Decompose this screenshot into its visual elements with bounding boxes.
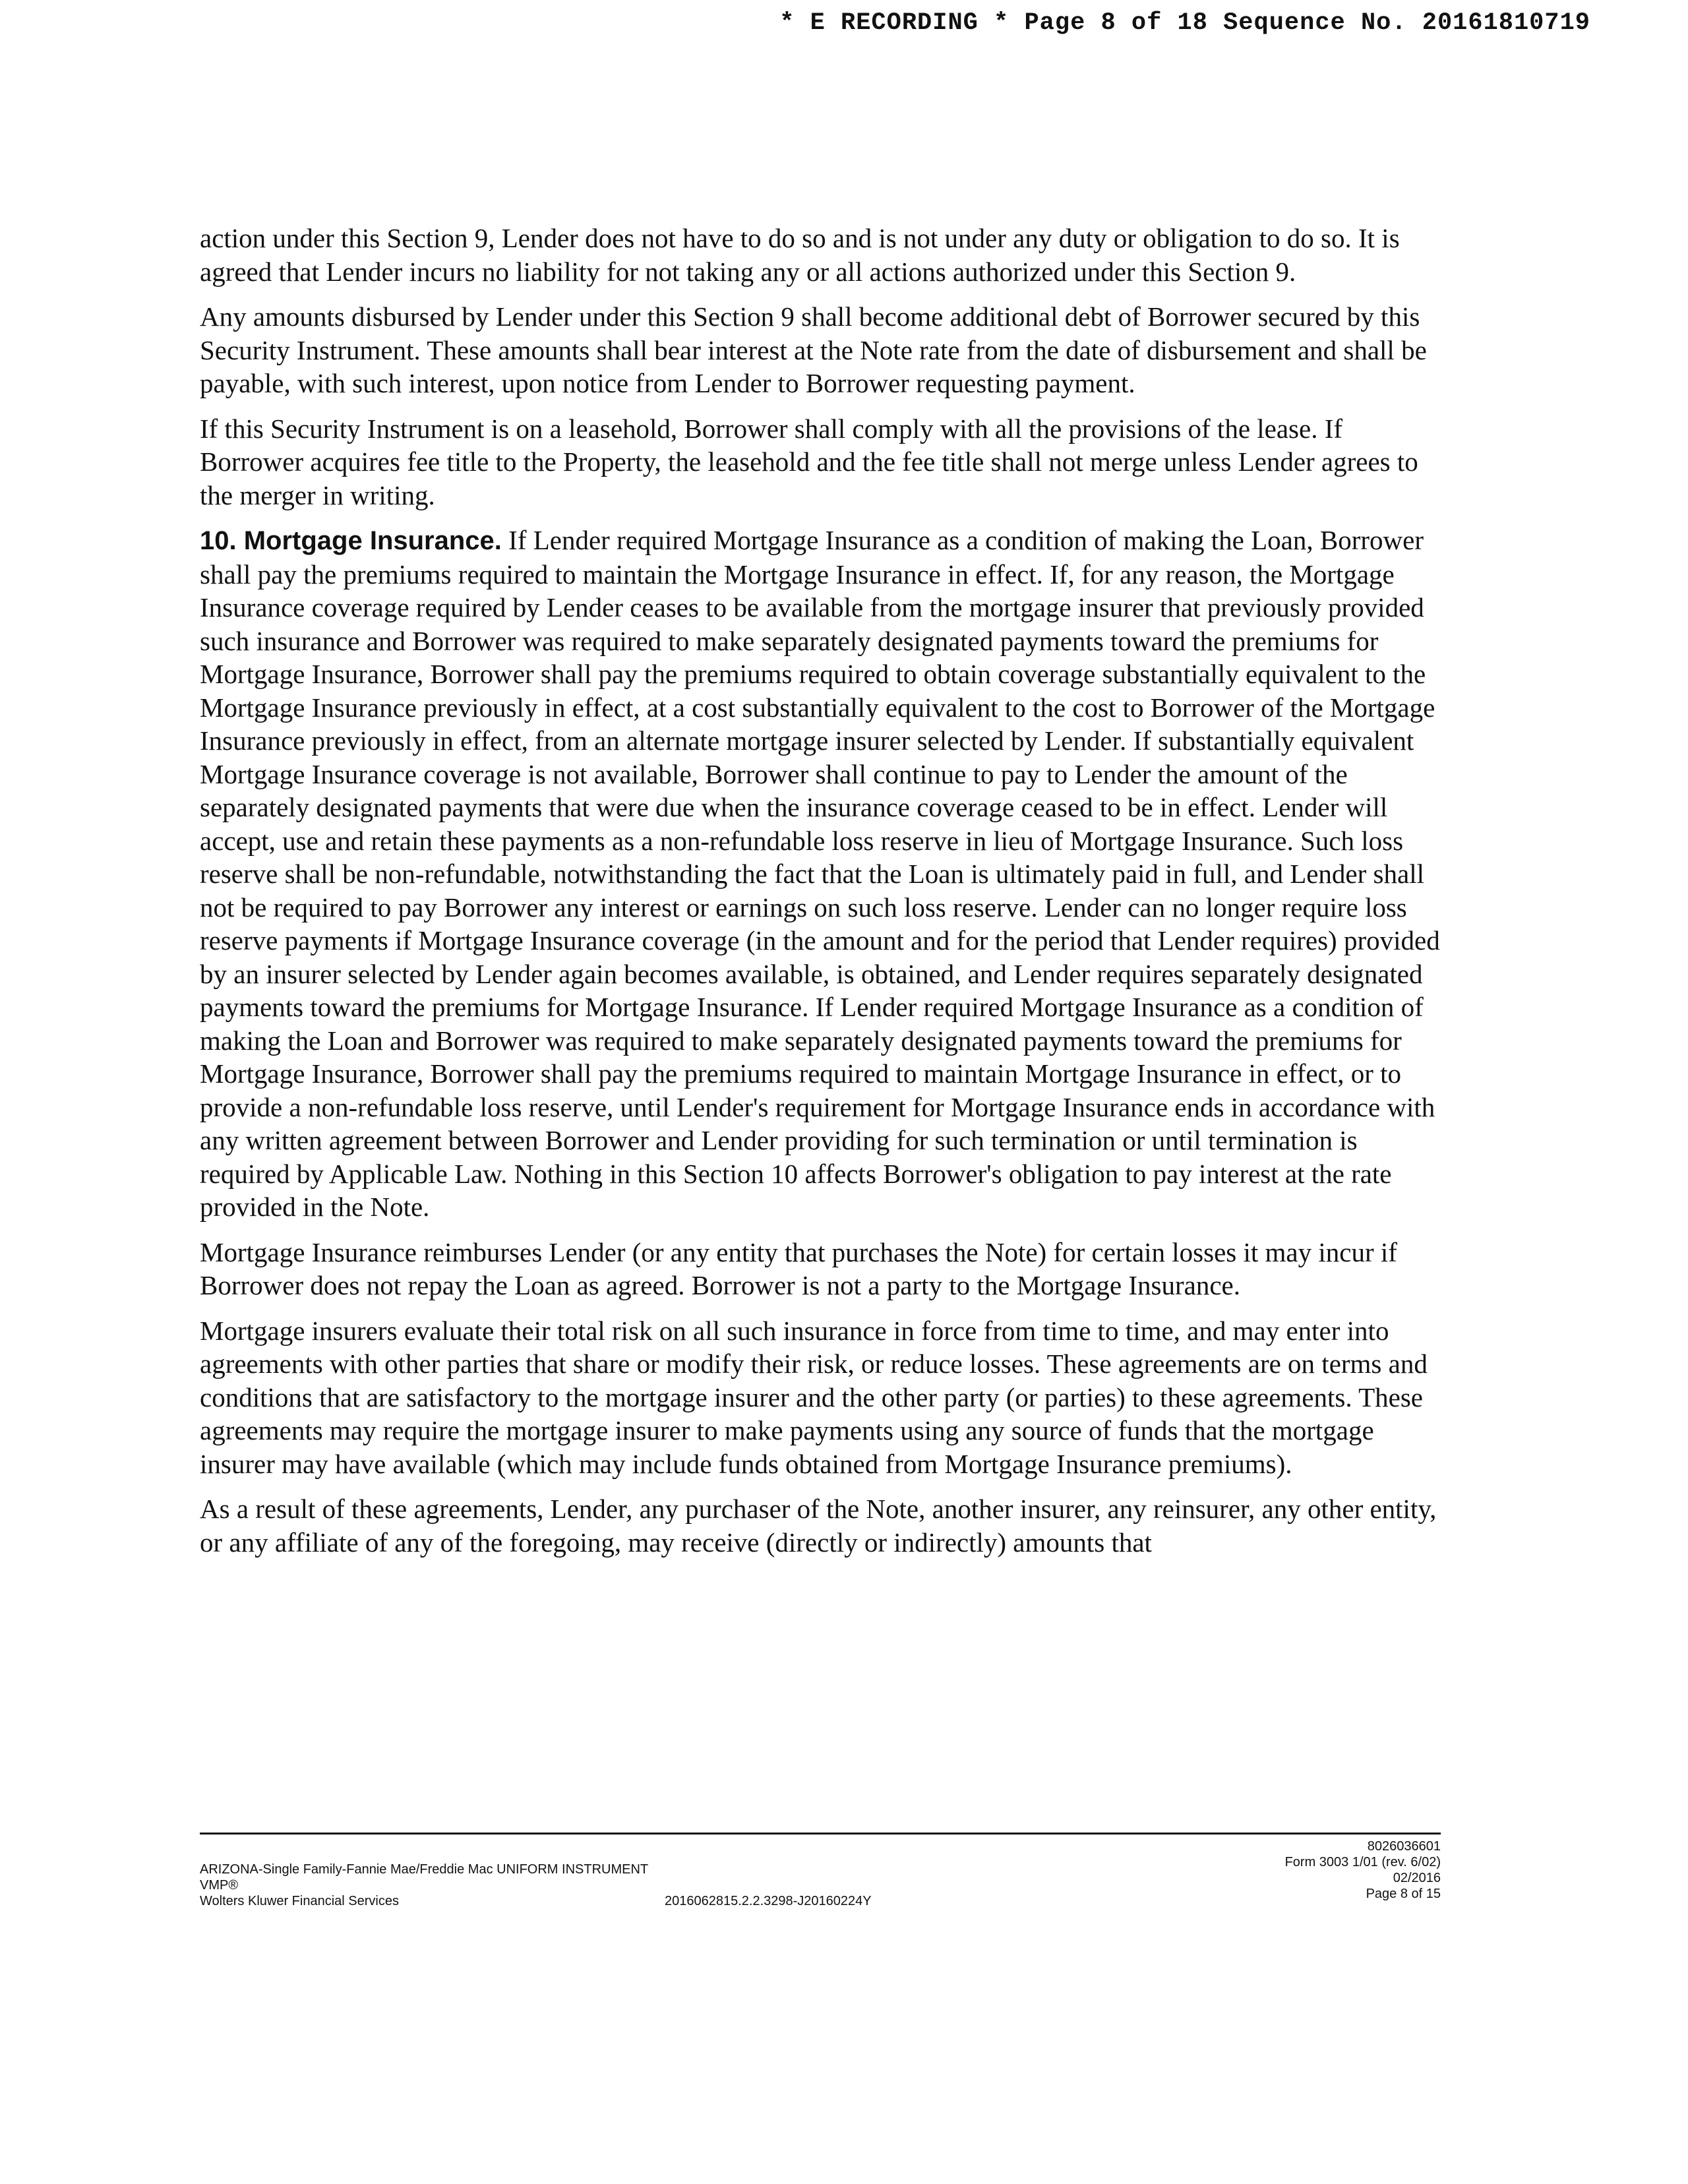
- footer-left-block: [200, 1862, 648, 1909]
- paragraph-insurance-reimbursement: Mortgage Insurance reimburses Lender (or any entity that purchases the Note) for certain losses it may incur if Borrower does not repay the Loan as agreed. Borrower is not a party to the Mortgage Insurance.: [200, 1236, 1397, 1300]
- paragraph-disbursed-amounts: Any amounts disbursed by Lender under this Section 9 shall become additional debt of Borrower secured by this Security Instrument. These amounts shall bear interest at the Note rate from the date of disbursement and shall be payable, with such interest, upon notice from Lender to Borrower requesting payment.: [200, 301, 1427, 398]
- paragraph-insurers-risk: Mortgage insurers evaluate their total risk on all such insurance in force from time to time, and may enter into agreements with other parties that share or modify their risk, or reduce losses. These agreements are on terms and conditions that are satisfactory to the mortgage insurer and the other party (or parties) to these agreements. These agreements may require the mortgage insurer to make payments using any source of funds that the mortgage insurer may have available (which may include funds obtained from Mortgage Insurance premiums).: [200, 1315, 1428, 1479]
- footer-form-number: Form 3003 1/01 (rev. 6/02): [1284, 1855, 1441, 1869]
- paragraph-mortgage-insurance: [200, 524, 1446, 1224]
- footer-publisher: Wolters Kluwer Financial Services: [200, 1894, 399, 1908]
- paragraph-mortgage-insurance-text: If Lender required Mortgage Insurance as a condition of making the Loan, Borrower shall pay the premiums required to maintain the Mortgage Insurance in effect. If, for any reason, the Mortgage Insurance coverage required by Lender ceases to be available from the mortgage insurer that previously provided such insurance and Borrower was required to make separately designated payments toward the premiums for Mortgage Insurance, Borrower shall pay the premiums required to obtain coverage substantially equivalent to the Mortgage Insurance previously in effect, at a cost substantially equivalent to the cost to Borrower of the Mortgage Insurance previously in effect, from an alternate mortgage insurer selected by Lender. If substantially equivalent Mortgage Insurance coverage is not available, Borrower shall continue to pay to Lender the amount of the separately designated payments that were due when the insurance coverage ceased to be in effect. Lender will accept, use and retain these payments as a non-refundable loss reserve in lieu of Mortgage Insurance. Such loss reserve shall be non-refundable, notwithstanding the fact that the Loan is ultimately paid in full, and Lender shall not be required to pay Borrower any interest or earnings on such loss reserve. Lender can no longer require loss reserve payments if Mortgage Insurance coverage (in the amount and for the period that Lender requires) provided by an insurer selected by Lender again becomes available, is obtained, and Lender requires separately designated payments toward the premiums for Mortgage Insurance. If Lender required Mortgage Insurance as a condition of making the Loan and Borrower was required to make separately designated payments toward the premiums for Mortgage Insurance, Borrower shall pay the premiums required to maintain Mortgage Insurance in effect, or to provide a non-refundable loss reserve, until Lender's requirement for Mortgage Insurance ends in accordance with any written agreement between Borrower and Lender providing for such termination or until termination is required by Applicable Law. Nothing in this Section 10 affects Borrower's obligation to pay interest at the rate provided in the Note.: [200, 525, 1440, 1222]
- section-heading-mortgage-insurance: 10. Mortgage Insurance.: [200, 526, 502, 555]
- footer-date: 02/2016: [1393, 1871, 1441, 1885]
- document-body: [200, 222, 1446, 1571]
- footer-right-block: [1285, 1838, 1441, 1902]
- page-footer: [200, 1838, 1441, 1937]
- paragraph-section-9-continuation: action under this Section 9, Lender does not have to do so and is not under any duty or obligation to do so. It is agreed that Lender incurs no liability for not taking any or all actions authorized under this Section 9.: [200, 223, 1400, 287]
- footer-loan-number: 8026036601: [1367, 1839, 1441, 1854]
- footer-vmp: VMP®: [200, 1878, 239, 1893]
- footer-document-code: 2016062815.2.2.3298-J20160224Y: [665, 1894, 872, 1908]
- paragraph-leasehold: If this Security Instrument is on a leasehold, Borrower shall comply with all the provisions of the lease. If Borrower acquires fee title to the Property, the leasehold and the fee title shall not merge unless Lender agrees to the merger in writing.: [200, 413, 1418, 510]
- paragraph-agreements-result: As a result of these agreements, Lender, any purchaser of the Note, another insurer, any reinsurer, any other entity, or any affiliate of any of the foregoing, may receive (directly or indirectly) amounts that: [200, 1494, 1437, 1558]
- footer-page-number: Page 8 of 15: [1366, 1887, 1441, 1901]
- footer-divider: [200, 1833, 1441, 1835]
- recording-header: * E RECORDING * Page 8 of 18 Sequence No. 20161810719: [779, 9, 1590, 37]
- footer-form-title: ARIZONA-Single Family-Fannie Mae/Freddie Mac UNIFORM INSTRUMENT: [200, 1862, 649, 1877]
